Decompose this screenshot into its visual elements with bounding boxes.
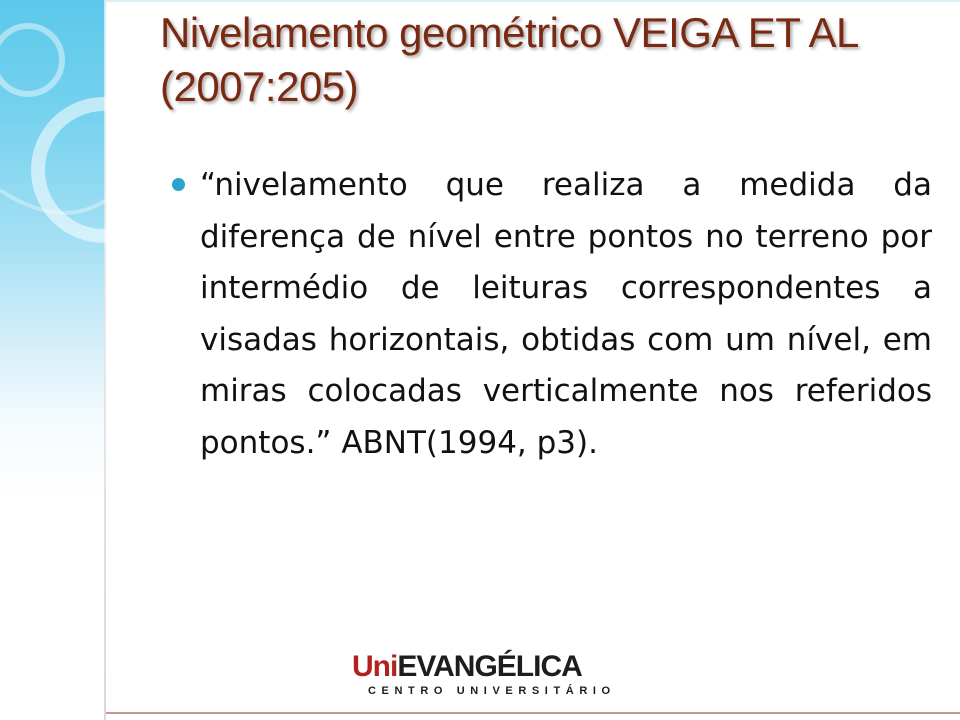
- title-rule: [106, 0, 960, 2]
- decorative-rings: [0, 0, 160, 320]
- bullet-text: “nivelamento que realiza a medida da diferença de nível entre pontos no terreno por intermédio de leituras correspondentes a visadas horizontais, obtidas com um nível, em miras colocadas verticalmente nos referidos pontos.” ABNT(1994, p3).: [200, 167, 932, 461]
- logo-uni-text: Uni: [352, 650, 398, 683]
- logo-wordmark: [352, 651, 582, 683]
- decorative-ring-small: [0, 26, 62, 94]
- decorative-ring-large: [38, 104, 160, 236]
- slide-content: [172, 160, 932, 469]
- unievangelica-logo: [352, 650, 616, 699]
- bullet-icon: [172, 178, 185, 191]
- logo-name-text: EVANGÉLICA: [397, 650, 582, 683]
- bottom-rule: [106, 712, 960, 714]
- slide-title: Nivelamento geométrico VEIGA ET AL (2007:205): [160, 9, 858, 110]
- logo-subtitle: CENTRO UNIVERSITÁRIO: [368, 685, 616, 697]
- bullet-item: [172, 160, 932, 469]
